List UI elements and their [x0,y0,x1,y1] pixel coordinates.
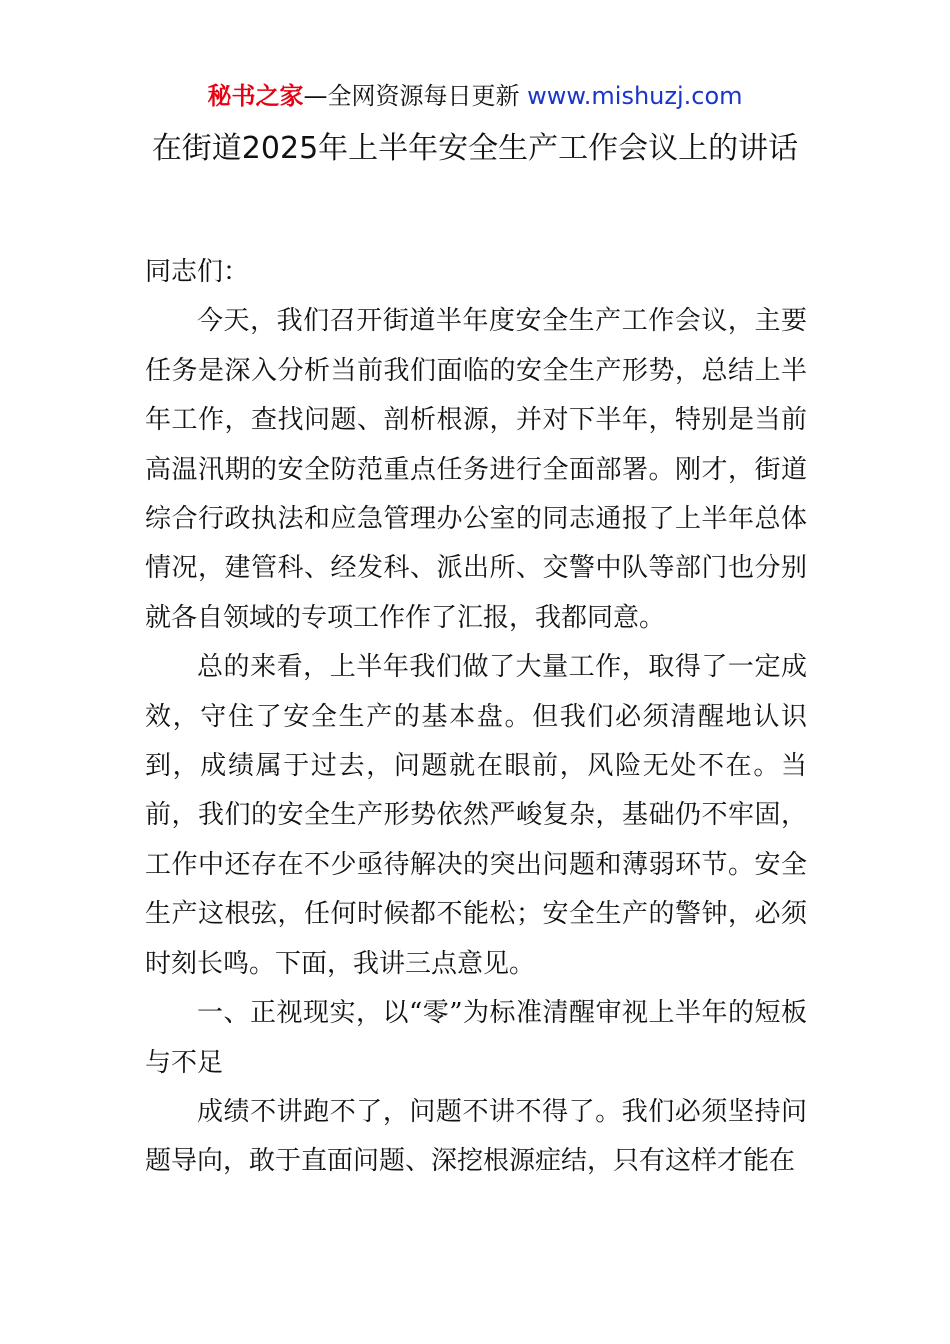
site-url-link[interactable]: www.mishuzj.com [527,82,743,110]
document-title: 在街道2025年上半年安全生产工作会议上的讲话 [151,131,799,166]
paragraph-2: 总的来看，上半年我们做了大量工作，取得了一定成效，守住了安全生产的基本盘。但我们必须清醒地认识到，成绩属于过去，问题就在眼前，风险无处不在。当前，我们的安全生产形势依然严峻复杂，基础仍不牢固，工作中还存在不少亟待解决的突出问题和薄弱环节。安全生产这根弦，任何时候都不能松；安全生产的警钟，必须时刻长鸣。下面，我讲三点意见。 [145,652,807,979]
site-slogan: —全网资源每日更新 [303,82,528,110]
paragraph-1: 今天，我们召开街道半年度安全生产工作会议，主要任务是深入分析当前我们面临的安全生产形势，总结上半年工作，查找问题、剖析根源，并对下半年，特别是当前高温汛期的安全防范重点任务进行全面部署。刚才，街道综合行政执法和应急管理办公室的同志通报了上半年总体情况，建管科、经发科、派出所、交警中队等部门也分别就各自领域的专项工作作了汇报，我都同意。 [145,306,807,633]
site-brand: 秘书之家 [207,82,304,110]
paragraph-3: 成绩不讲跑不了，问题不讲不得了。我们必须坚持问题导向，敢于直面问题、深挖根源症结，只有这样才能在 [145,1096,807,1177]
site-header [0,80,950,112]
section-heading-1: 一、正视现实，以“零”为标准清醒审视上半年的短板与不足 [145,998,807,1078]
document-body [145,248,807,1187]
salutation: 同志们： [145,257,250,287]
